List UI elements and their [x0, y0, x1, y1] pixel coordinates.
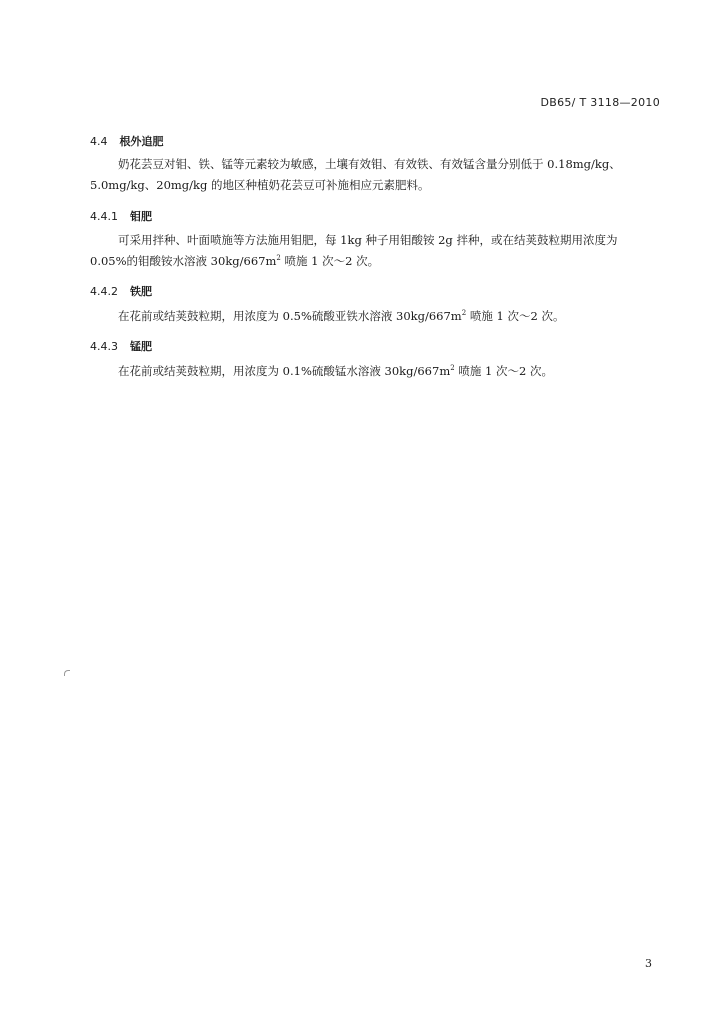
paragraph-4-4 [90, 154, 662, 196]
paragraph-line [90, 361, 662, 382]
superscript: 2 [276, 254, 281, 263]
paragraph-line [90, 306, 662, 327]
superscript: 2 [461, 309, 467, 318]
section-title: 铁肥 [130, 285, 152, 298]
section-number: 4.4.2 [90, 285, 118, 298]
scan-mark [64, 670, 70, 676]
text-segment: 喷施 1 次～2 次。 [466, 309, 565, 323]
section-number: 4.4 [90, 135, 108, 148]
text-segment: 喷施 1 次～2 次。 [454, 364, 553, 378]
text-segment: 在花前或结荚鼓粒期，用浓度为 0.5%硫酸亚铁水溶液 30kg/667m [118, 309, 462, 323]
section-heading-4-4-3 [90, 338, 152, 354]
paragraph-4-4-1 [90, 230, 662, 272]
section-title: 钼肥 [130, 210, 152, 223]
text-segment: 喷施 1 次～2 次。 [280, 254, 380, 268]
superscript: 2 [450, 364, 455, 373]
section-heading-4-4-2 [90, 283, 152, 299]
section-heading-4-4-1 [90, 208, 152, 224]
paragraph-line [90, 251, 662, 272]
text-segment: 在花前或结荚鼓粒期，用浓度为 0.1%硫酸锰水溶液 30kg/667m [118, 364, 451, 378]
section-title: 根外追肥 [119, 135, 164, 148]
paragraph-line: 5.0mg/kg、20mg/kg 的地区种植奶花芸豆可补施相应元素肥料。 [90, 178, 430, 192]
section-number: 4.4.3 [90, 340, 118, 353]
paragraph-line: 可采用拌种、叶面喷施等方法施用钼肥，每 1kg 种子用钼酸铵 2g 拌种，或在结荚鼓粒期用浓度为 [118, 233, 618, 247]
paragraph-4-4-2 [90, 306, 662, 327]
paragraph-line: 奶花芸豆对钼、铁、锰等元素较为敏感，土壤有效钼、有效铁、有效锰含量分别低于 0.18mg/kg、 [118, 157, 621, 171]
section-title: 锰肥 [130, 340, 152, 353]
paragraph-4-4-3 [90, 361, 662, 382]
page-number: 3 [645, 957, 652, 970]
document-code: DB65/ T 3118—2010 [540, 96, 660, 109]
text-segment: 0.05%的钼酸铵水溶液 30kg/667m [90, 254, 277, 268]
section-heading-4-4 [90, 133, 164, 149]
section-number: 4.4.1 [90, 210, 118, 223]
